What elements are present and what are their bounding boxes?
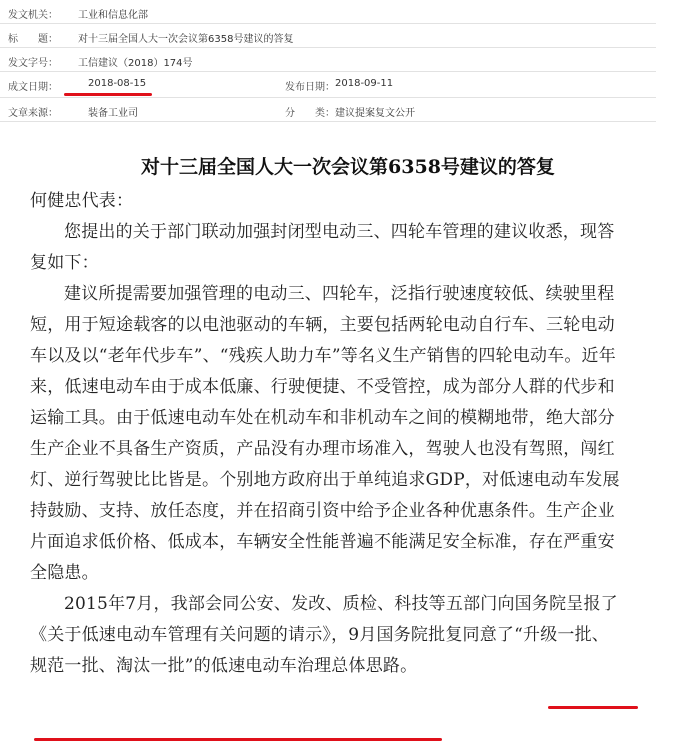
document-body (30, 186, 666, 682)
body-line: 来，低速电动车由于成本低廉、行驶便捷、不受管控，成为部分人群的代步和 (30, 377, 615, 397)
body-line: 短，用于短途载客的以电池驱动的车辆，主要包括两轮电动自行车、三轮电动 (30, 315, 615, 335)
written-date-label: 成文日期： (8, 82, 58, 93)
meta-row-doc-no (0, 48, 656, 72)
body-line: 《关于低速电动车管理有关问题的请示》，9月国务院批复同意了“升级一批、 (30, 625, 610, 645)
category-label: 分 类： (285, 108, 335, 119)
body-line: 持鼓励、支持、放任态度，并在招商引资中给予企业各种优惠条件。生产企业 (30, 501, 615, 521)
body-line: 生产企业不具备生产资质，产品没有办理市场准入，驾驶人也没有驾照，闯红 (30, 439, 615, 459)
body-line: 片面追求低价格、低成本，车辆安全性能普遍不能满足安全标准，存在严重安 (30, 532, 615, 552)
policy-underline-annotation (34, 738, 442, 741)
doc-no-value: 工信建议（2018）174号 (78, 58, 193, 69)
title-value: 对十三届全国人大一次会议第6358号建议的答复 (78, 34, 294, 45)
body-line: 2015年7月，我部会同公安、发改、质检、科技等五部门向国务院呈报了 (64, 594, 618, 614)
body-line: 您提出的关于部门联动加强封闭型电动三、四轮车管理的建议收悉，现答 (64, 222, 615, 242)
body-line: 运输工具。由于低速电动车处在机动车和非机动车之间的模糊地带，绝大部分 (30, 408, 615, 428)
issuer-value: 工业和信息化部 (78, 10, 148, 21)
written-date-value: 2018-08-15 (88, 78, 147, 89)
body-line: 建议所提需要加强管理的电动三、四轮车，泛指行驶速度较低、续驶里程 (64, 284, 615, 304)
body-line: 车以及以“老年代步车”、“残疾人助力车”等名义生产销售的四轮电动车。近年 (30, 346, 616, 366)
title-label: 标 题： (8, 34, 58, 45)
document-metadata (0, 0, 656, 122)
body-line: 全隐患。 (30, 563, 99, 583)
issuer-label: 发文机关： (8, 10, 58, 21)
date-underline-annotation (64, 93, 152, 96)
body-line: 复如下： (30, 253, 99, 273)
body-line: 规范一批、淘汰一批”的低速电动车治理总体思路。 (30, 656, 418, 676)
source-value: 装备工业司 (88, 108, 138, 119)
document-title: 对十三届全国人大一次会议第6358号建议的答复 (141, 156, 555, 178)
source-label: 文章来源： (8, 108, 58, 119)
category-value: 建议提案复文公开 (335, 108, 415, 119)
body-line: 灯、逆行驾驶比比皆是。个别地方政府出于单纯追求GDP，对低速电动车发展 (30, 470, 620, 490)
published-date-value: 2018-09-11 (335, 78, 394, 89)
doc-no-label: 发文字号： (8, 58, 58, 69)
meta-row-title (0, 24, 656, 48)
upgrade-underline-annotation (548, 706, 638, 709)
published-date-label: 发布日期： (285, 82, 335, 93)
salutation-line: 何健忠代表： (30, 191, 134, 211)
meta-row-issuer (0, 0, 656, 24)
meta-row-source (0, 98, 656, 122)
